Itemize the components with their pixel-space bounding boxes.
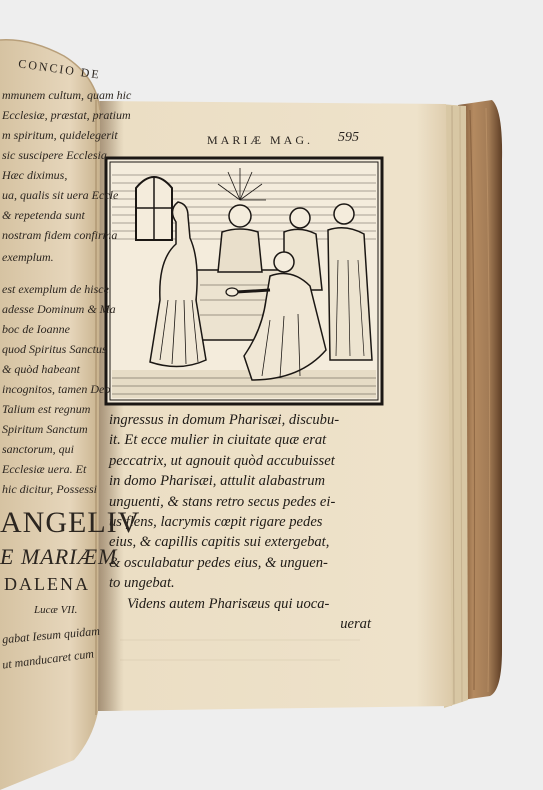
left-text-line: adesse Dominum & Ma [2, 302, 116, 316]
left-text-line: ua, qualis sit uera Eccle [2, 188, 119, 202]
left-heading-line: DALENA [4, 574, 90, 594]
text-line: unguenti, & stans retro secus pedes ei- [109, 493, 336, 510]
woodcut-illustration [106, 158, 382, 404]
left-text-line: Hæc diximus, [2, 168, 68, 182]
left-page [0, 40, 100, 790]
left-text-line: Ecclesiæ uera. Et [2, 462, 87, 476]
text-line: Videns autem Pharisæus qui uoca- [127, 595, 330, 612]
text-line: to ungebat. [109, 575, 175, 592]
left-text-line: nostram fidem confirma [2, 228, 118, 242]
left-text-line: incognitos, tamen Deo [2, 382, 111, 396]
left-text-line: est exemplum de hisce [2, 282, 109, 296]
left-text-line: & quòd habeant [2, 362, 80, 376]
left-text-line: exemplum. [2, 250, 54, 264]
body-text [109, 410, 371, 634]
text-line: uerat [340, 616, 371, 633]
left-text-line: ut manducaret cum [1, 646, 95, 672]
left-text-line: Ecclesiæ, præstat, pratium [2, 108, 131, 122]
left-text-line: sanctorum, qui [2, 442, 74, 456]
text-line: in domo Pharisæi, attulit alabastrum [109, 473, 326, 490]
left-text-line: quod Spiritus Sanctus [2, 342, 107, 356]
left-heading-line: ANGELIV [0, 506, 141, 539]
text-line: & osculabatur pedes eius, & unguen- [109, 554, 328, 571]
page-number: 595 [338, 130, 359, 145]
left-text-line: Lucæ VII. [34, 604, 78, 616]
running-head: MARIÆ MAG. [206, 133, 313, 147]
left-text-line: Talium est regnum [2, 402, 91, 416]
left-text-line: hic dicitur, Possessi [2, 482, 97, 496]
text-line: ingressus in domum Pharisæi, discubu- [109, 412, 340, 428]
left-running-head: CONCIO DE [17, 56, 102, 82]
left-heading-line: E MARIÆM [0, 544, 118, 569]
text-line: us flens, lacrymis cœpit rigare pedes [109, 514, 323, 531]
left-text-line: gabat Iesum quidam [1, 623, 101, 647]
text-line: it. Et ecce mulier in ciuitate quæ erat [109, 432, 327, 449]
left-text-line: boc de Ioanne [2, 322, 70, 336]
text-line: eius, & capillis capitis sui extergebat, [109, 534, 330, 551]
left-text-line: Spiritum Sanctum [2, 422, 88, 436]
left-text-line: & repetenda sunt [2, 208, 85, 222]
left-text-line: m spiritum, quidelegerit [2, 128, 118, 142]
text-line: peccatrix, ut agnouit quòd accubuisset [109, 452, 335, 469]
left-text-line: mmunem cultum, quam hic [2, 88, 132, 102]
left-text-line: sic suscipere Ecclesia [2, 148, 107, 162]
